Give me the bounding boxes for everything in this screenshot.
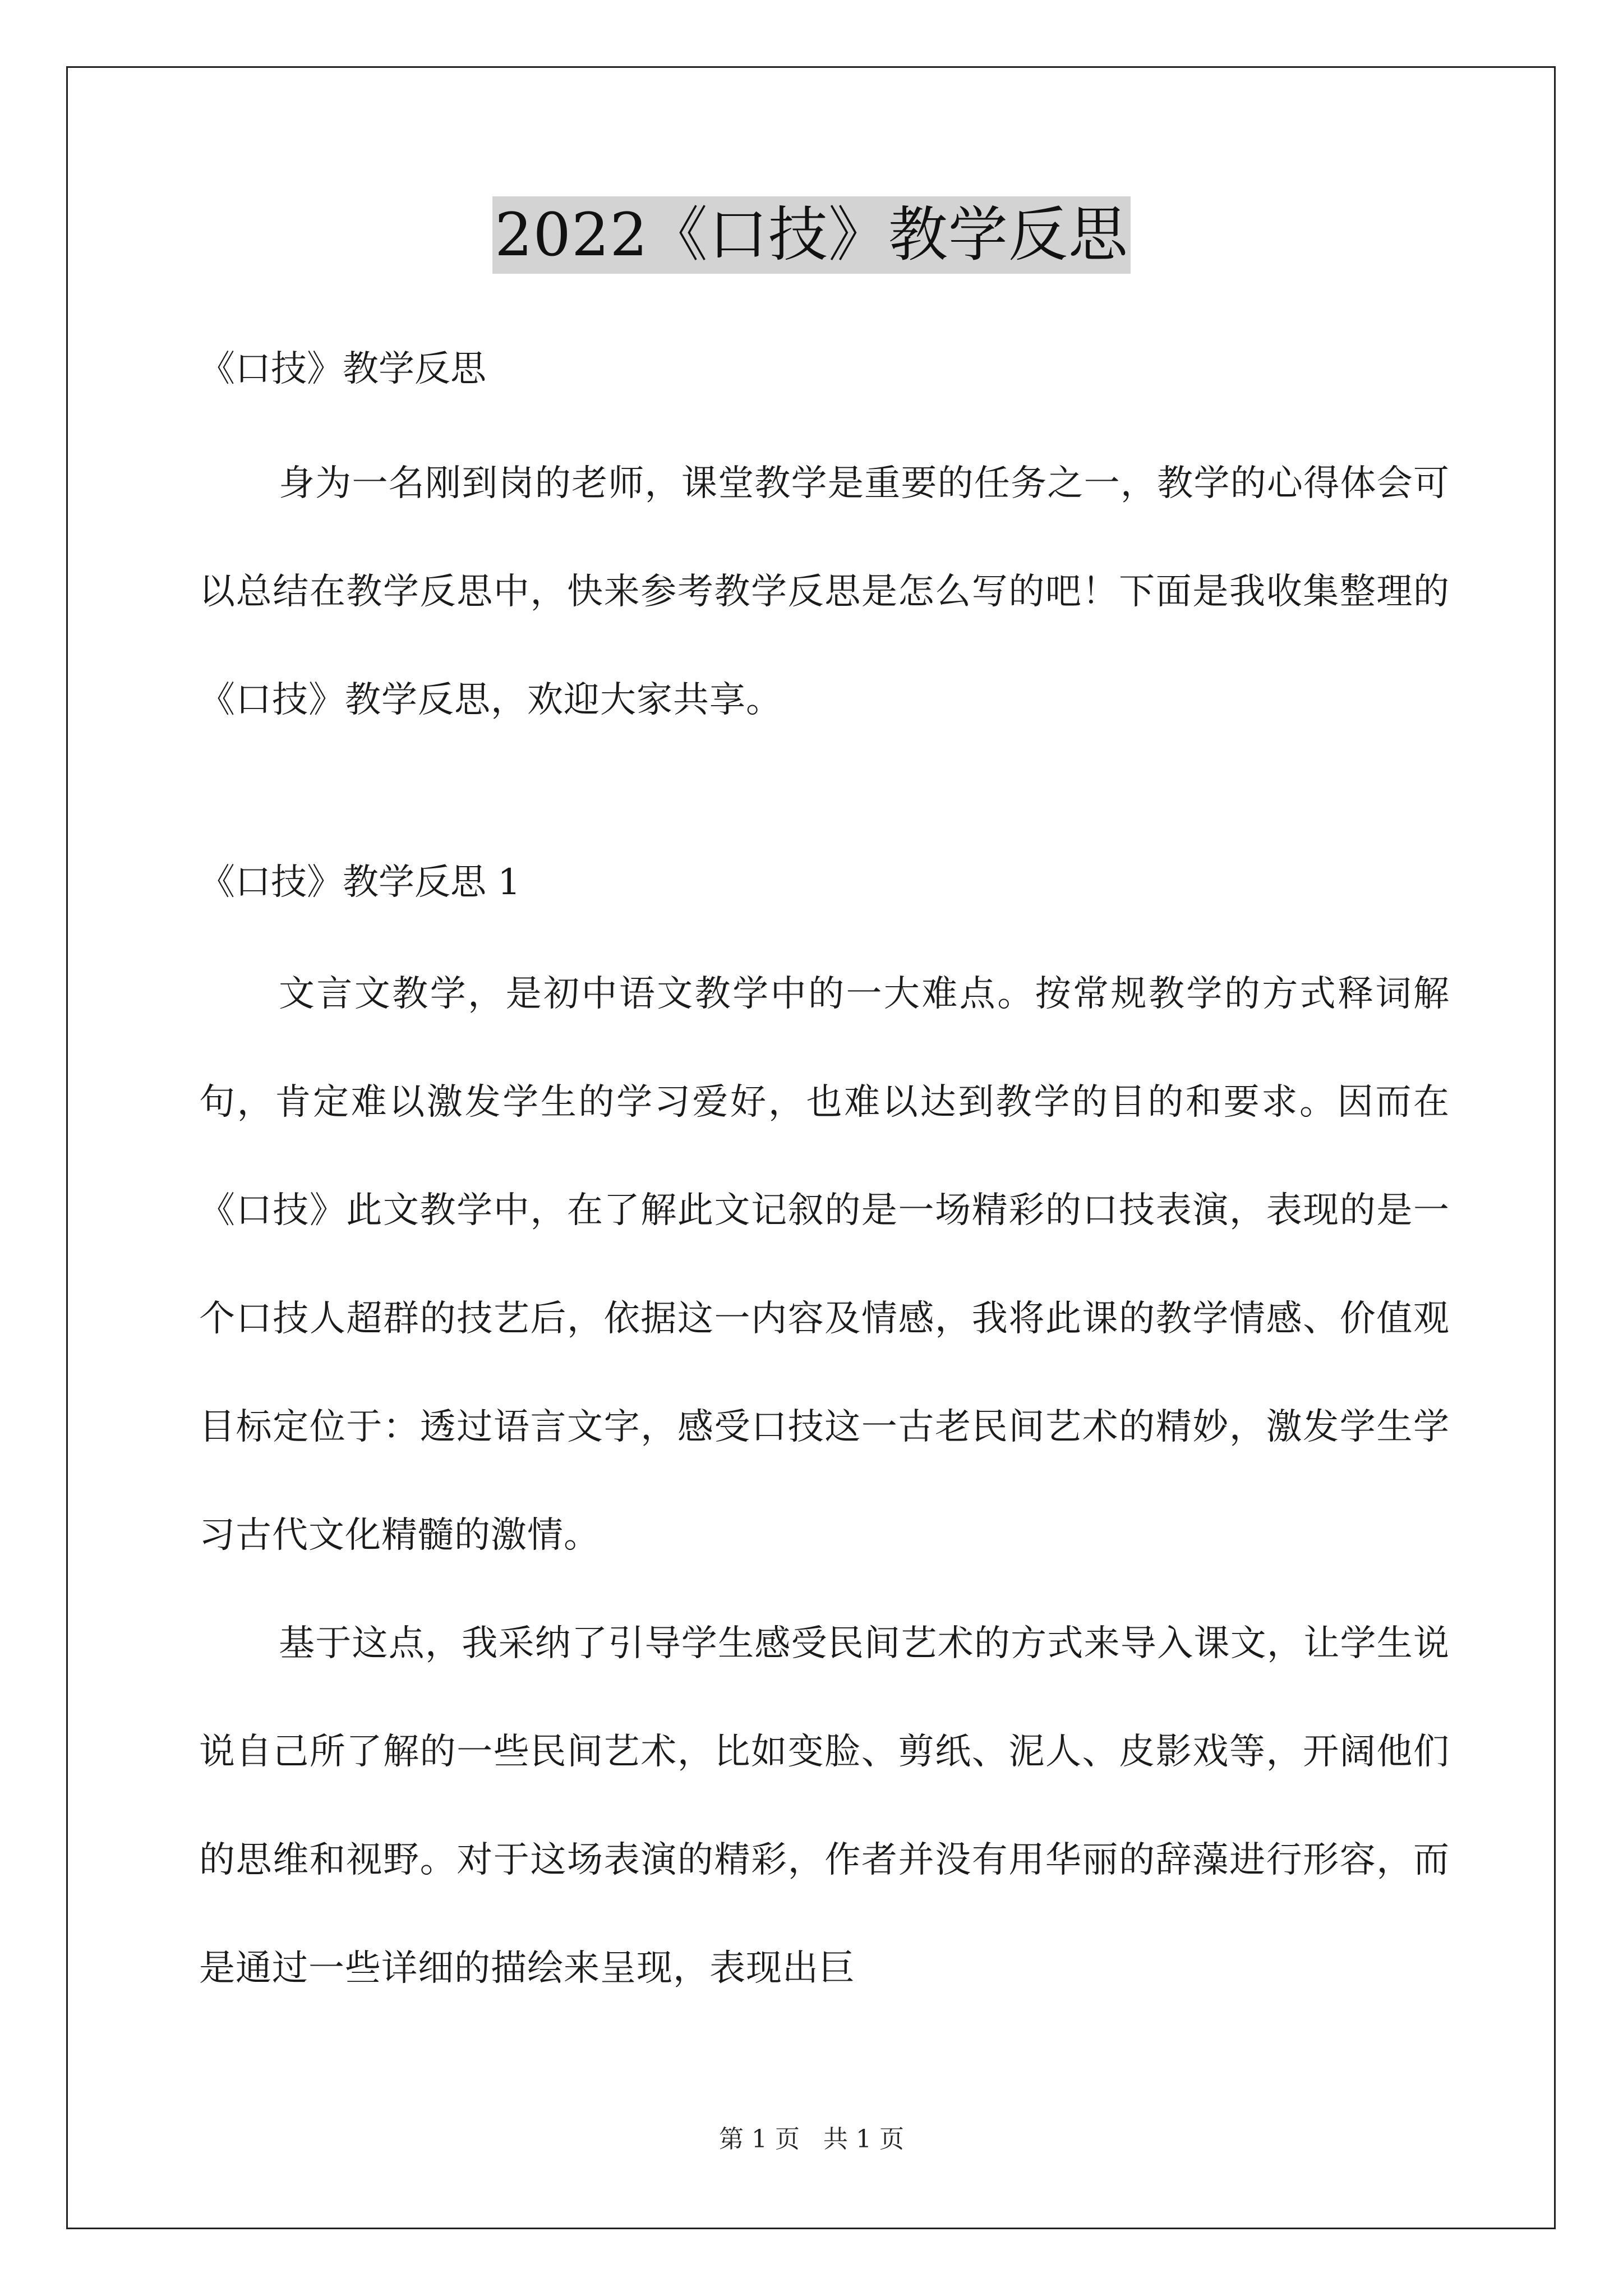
subheading-main: 《口技》教学反思 [199, 348, 486, 390]
page-footer [0, 2123, 1623, 2156]
document-title: 2022《口技》教学反思 [492, 196, 1131, 274]
body-paragraph-1: 文言文教学，是初中语文教学中的一大难点。按常规教学的方式释词解句，肯定难以激发学生的学习爱好，也难以达到教学的目的和要求。因而在《口技》此文教学中，在了解此文记叙的是一场精彩的口技表演，表现的是一个口技人超群的技艺后，依据这一内容及情感，我将此课的教学情感、价值观目标定位于：透过语言文字，感受口技这一古老民间艺术的精妙，激发学生学习古代文化精髓的激情。 [199, 973, 1450, 1556]
document-body [199, 342, 1450, 2023]
subheading-section-1: 《口技》教学反思 1 [199, 862, 521, 903]
page-number: 第 1 页 共 1 页 [719, 2125, 904, 2154]
body-paragraph-2: 基于这点，我采纳了引导学生感受民间艺术的方式来导入课文，让学生说说自己所了解的一些民间艺术，比如变脸、剪纸、泥人、皮影戏等，开阔他们的思维和视野。对于这场表演的精彩，作者并没有用华丽的辞藻进行形容，而是通过一些详细的描绘来呈现，表现出巨 [199, 1623, 1450, 1989]
intro-paragraph: 身为一名刚到岗的老师，课堂教学是重要的任务之一，教学的心得体会可以总结在教学反思中，快来参考教学反思是怎么写的吧！下面是我收集整理的《口技》教学反思，欢迎大家共享。 [199, 463, 1450, 721]
title-container [0, 196, 1623, 274]
